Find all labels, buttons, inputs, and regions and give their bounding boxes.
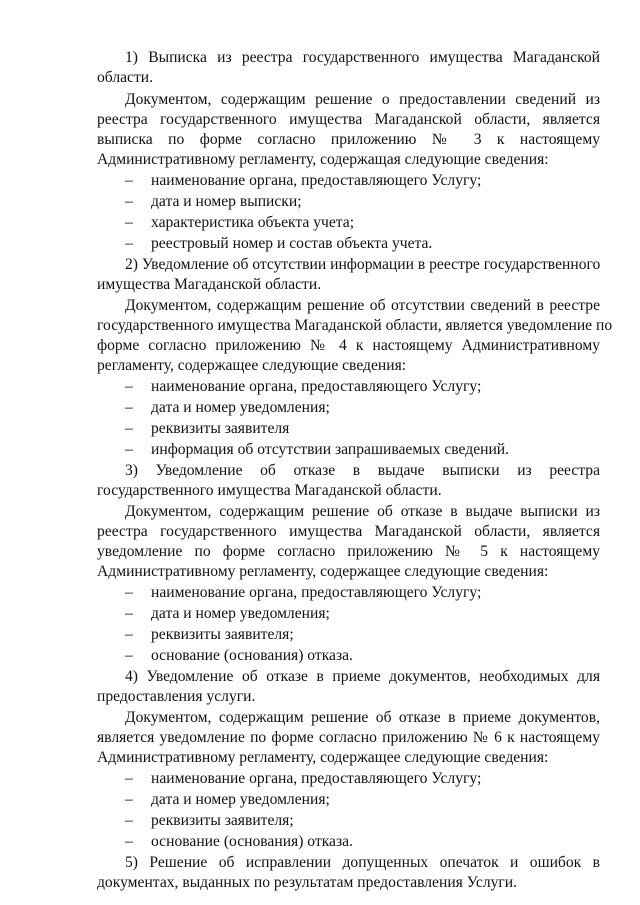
text-line: уведомление по форме согласно приложению № 5 к настоящему xyxy=(97,543,600,560)
text-line: Документом, содержащим решение об отказе в выдаче выписки из xyxy=(125,503,600,520)
bullet-dash: – xyxy=(125,420,133,437)
bullet-text: наименование органа, предоставляющего Услугу; xyxy=(151,378,482,395)
text-line: Административному регламенту, содержащее следующие сведения: xyxy=(97,563,549,580)
text-line: Документом, содержащим решение об отказе в приеме документов, xyxy=(125,709,600,726)
text-line: 3) Уведомление об отказе в выдаче выписки из реестра xyxy=(125,462,600,479)
bullet-text: наименование органа, предоставляющего Услугу; xyxy=(151,172,482,189)
bullet-dash: – xyxy=(125,791,133,808)
text-line: имущества Магаданской области. xyxy=(97,276,322,293)
bullet-text: реквизиты заявителя xyxy=(151,420,290,437)
text-line: области. xyxy=(97,69,154,86)
text-line: реестра государственного имущества Магаданской области, является xyxy=(97,111,600,128)
bullet-dash: – xyxy=(125,172,133,189)
bullet-text: реестровый номер и состав объекта учета. xyxy=(151,235,433,252)
text-line: Административному регламенту, содержащая следующие сведения: xyxy=(97,151,549,168)
text-line: предоставления услуги. xyxy=(97,688,256,705)
bullet-dash: – xyxy=(125,647,133,664)
text-line: 5) Решение об исправлении допущенных опечаток и ошибок в xyxy=(125,854,600,871)
bullet-text: информация об отсутствии запрашиваемых сведений. xyxy=(151,441,510,458)
bullet-text: реквизиты заявителя; xyxy=(151,812,294,829)
bullet-text: дата и номер выписки; xyxy=(151,193,302,210)
bullet-text: основание (основания) отказа. xyxy=(151,647,353,664)
text-line: реестра государственного имущества Магаданской области, является xyxy=(97,523,600,540)
bullet-dash: – xyxy=(125,812,133,829)
bullet-dash: – xyxy=(125,833,133,850)
bullet-text: реквизиты заявителя; xyxy=(151,626,294,643)
text-line: выписка по форме согласно приложению № 3 к настоящему xyxy=(97,131,600,148)
bullet-dash: – xyxy=(125,770,133,787)
bullet-dash: – xyxy=(125,626,133,643)
text-line: документах, выданных по результатам предоставления Услуги. xyxy=(97,874,518,891)
bullet-text: наименование органа, предоставляющего Услугу; xyxy=(151,770,482,787)
text-line: является уведомление по форме согласно приложению № 6 к настоящему xyxy=(97,729,600,746)
text-line: регламенту, содержащее следующие сведения: xyxy=(97,357,407,374)
bullet-text: дата и номер уведомления; xyxy=(151,399,330,416)
bullet-text: основание (основания) отказа. xyxy=(151,833,353,850)
bullet-dash: – xyxy=(125,193,133,210)
text-line: Документом, содержащим решение о предоставлении сведений из xyxy=(125,91,600,108)
bullet-dash: – xyxy=(125,399,133,416)
bullet-dash: – xyxy=(125,235,133,252)
text-line: форме согласно приложению № 4 к настоящему Административному xyxy=(97,337,600,354)
text-line: Административному регламенту, содержащее следующие сведения: xyxy=(97,749,549,766)
text-line: государственного имущества Магаданской области. xyxy=(97,482,442,499)
bullet-dash: – xyxy=(125,584,133,601)
bullet-dash: – xyxy=(125,441,133,458)
text-line: 1) Выписка из реестра государственного имущества Магаданской xyxy=(125,49,600,66)
bullet-dash: – xyxy=(125,378,133,395)
bullet-text: характеристика объекта учета; xyxy=(151,214,355,231)
bullet-text: наименование органа, предоставляющего Услугу; xyxy=(151,584,482,601)
bullet-text: дата и номер уведомления; xyxy=(151,605,330,622)
text-line: Документом, содержащим решение об отсутствии сведений в реестре xyxy=(125,297,600,314)
text-line: государственного имущества Магаданской области, является уведомление по xyxy=(97,317,613,334)
text-line: 2) Уведомление об отсутствии информации в реестре государственного xyxy=(125,256,601,273)
bullet-dash: – xyxy=(125,214,133,231)
bullet-dash: – xyxy=(125,605,133,622)
bullet-text: дата и номер уведомления; xyxy=(151,791,330,808)
text-line: 4) Уведомление об отказе в приеме документов, необходимых для xyxy=(125,668,600,685)
